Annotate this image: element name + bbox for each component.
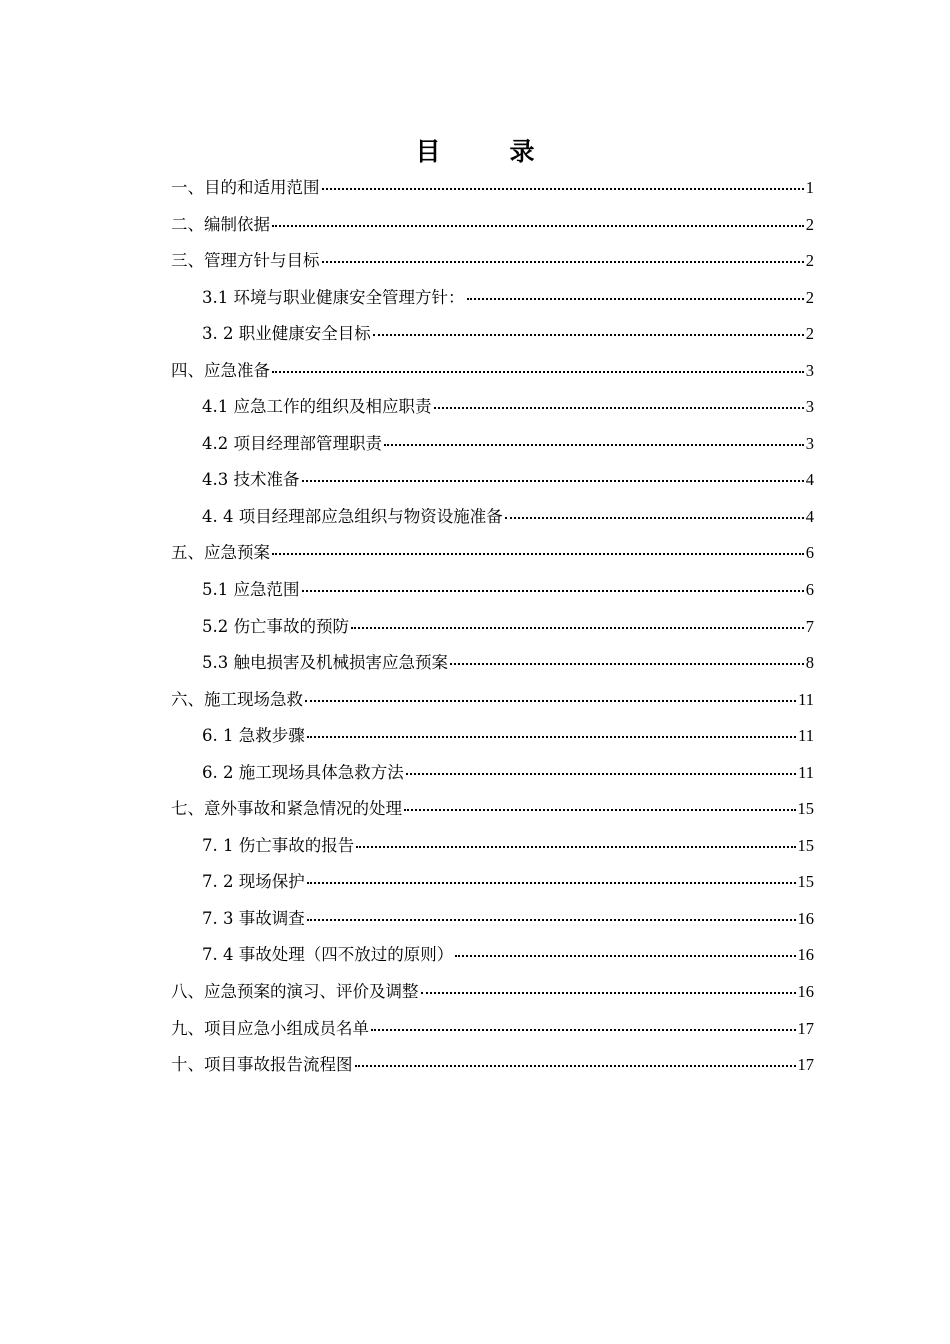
toc-page-number: 17 <box>797 1018 814 1038</box>
toc-page-number: 2 <box>805 251 814 271</box>
toc-entry[interactable] <box>171 791 814 828</box>
toc-entry-text: 十、项目事故报告流程图 <box>171 1055 353 1075</box>
toc-dot-leader <box>355 1064 796 1067</box>
toc-entry-text: 六、施工现场急救 <box>171 689 303 709</box>
toc-entry[interactable] <box>171 353 814 390</box>
toc-entry[interactable] <box>171 1047 814 1084</box>
toc-dot-leader <box>434 406 804 409</box>
toc-entry[interactable] <box>171 828 814 865</box>
toc-entry[interactable] <box>171 864 814 901</box>
toc-entry[interactable] <box>171 535 814 572</box>
toc-page-number: 16 <box>797 982 814 1002</box>
toc-entry-text: 4.2 项目经理部管理职责 <box>202 433 382 453</box>
toc-page-number: 4 <box>805 470 814 490</box>
toc-entry-text: 4.3 技术准备 <box>202 470 300 490</box>
toc-entry[interactable] <box>171 609 814 646</box>
toc-entry-text: 6. 1 急救步骤 <box>202 726 305 746</box>
toc-entry[interactable] <box>171 243 814 280</box>
toc-entry-text: 五、应急预案 <box>171 543 270 563</box>
toc-entry[interactable] <box>171 499 814 536</box>
toc-dot-leader <box>322 187 804 190</box>
toc-dot-leader <box>455 954 795 957</box>
toc-dot-leader <box>404 808 796 811</box>
toc-entry-text: 7. 4 事故处理（四不放过的原则） <box>202 945 454 965</box>
toc-entry-text: 6. 2 施工现场具体急救方法 <box>202 762 404 782</box>
toc-entry-text: 四、应急准备 <box>171 360 270 380</box>
toc-page-number: 4 <box>805 506 814 526</box>
toc-dot-leader <box>351 626 804 629</box>
toc-entry-text: 7. 1 伤亡事故的报告 <box>202 835 355 855</box>
toc-dot-leader <box>272 224 804 227</box>
toc-page-number: 11 <box>798 762 814 782</box>
toc-page-number: 15 <box>797 835 814 855</box>
toc-dot-leader <box>305 699 796 702</box>
toc-entry-text: 三、管理方针与目标 <box>171 251 320 271</box>
toc-page-number: 15 <box>797 872 814 892</box>
toc-page-number: 3 <box>805 360 814 380</box>
toc-entry[interactable] <box>171 682 814 719</box>
toc-entry[interactable] <box>171 645 814 682</box>
toc-page-number: 2 <box>805 287 814 307</box>
toc-entry-text: 九、项目应急小组成员名单 <box>171 1018 369 1038</box>
toc-page-number: 11 <box>798 726 814 746</box>
toc-page-number: 8 <box>805 653 814 673</box>
toc-dot-leader <box>302 479 804 482</box>
toc-entry[interactable] <box>171 316 814 353</box>
toc-page-number: 7 <box>805 616 814 636</box>
toc-page-number: 11 <box>798 689 814 709</box>
toc-entry[interactable] <box>171 974 814 1011</box>
toc-entry-text: 7. 3 事故调查 <box>202 908 305 928</box>
toc-page-number: 2 <box>805 324 814 344</box>
toc-entry[interactable] <box>171 755 814 792</box>
toc-entry-text: 5.2 伤亡事故的预防 <box>202 616 349 636</box>
toc-entry[interactable] <box>171 207 814 244</box>
toc-entry-text: 3.1 环境与职业健康安全管理方针： <box>202 287 465 307</box>
toc-entry[interactable] <box>171 572 814 609</box>
toc-dot-leader <box>384 443 804 446</box>
toc-entry-text: 4.1 应急工作的组织及相应职责 <box>202 397 432 417</box>
toc-dot-leader <box>467 297 804 300</box>
toc-dot-leader <box>356 845 795 848</box>
toc-dot-leader <box>307 735 796 738</box>
toc-page-number: 1 <box>805 178 814 197</box>
toc-page-number: 2 <box>805 214 814 234</box>
toc-dot-leader <box>450 662 804 665</box>
toc-entry[interactable] <box>171 426 814 463</box>
toc-dot-leader <box>322 260 804 263</box>
toc-entry-text: 七、意外事故和紧急情况的处理 <box>171 799 402 819</box>
toc-entry-text: 5.1 应急范围 <box>202 580 300 600</box>
toc-entry[interactable] <box>171 462 814 499</box>
toc-dot-leader <box>421 991 796 994</box>
toc-list <box>171 170 814 1084</box>
toc-entry-text: 一、目的和适用范围 <box>171 178 320 197</box>
toc-entry-text: 5.3 触电损害及机械损害应急预案 <box>202 653 448 673</box>
toc-entry[interactable] <box>171 901 814 938</box>
toc-entry-text: 7. 2 现场保护 <box>202 872 305 892</box>
toc-dot-leader <box>307 881 796 884</box>
toc-entry[interactable] <box>171 718 814 755</box>
toc-dot-leader <box>272 370 804 373</box>
toc-dot-leader <box>406 772 796 775</box>
toc-dot-leader <box>373 333 804 336</box>
toc-page-number: 16 <box>797 945 814 965</box>
toc-page-number: 15 <box>797 799 814 819</box>
toc-page-number: 6 <box>805 580 814 600</box>
toc-page-number: 17 <box>797 1055 814 1075</box>
toc-page-number: 3 <box>805 397 814 417</box>
toc-dot-leader <box>307 918 796 921</box>
toc-entry[interactable] <box>171 1011 814 1048</box>
toc-dot-leader <box>272 552 804 555</box>
toc-entry-text: 八、应急预案的演习、评价及调整 <box>171 982 419 1002</box>
toc-entry-text: 二、编制依据 <box>171 214 270 234</box>
toc-page-number: 3 <box>805 433 814 453</box>
toc-entry-text: 4. 4 项目经理部应急组织与物资设施准备 <box>202 506 503 526</box>
toc-page-number: 16 <box>797 908 814 928</box>
toc-title: 目 录 <box>415 137 557 166</box>
toc-entry[interactable] <box>171 389 814 426</box>
toc-entry[interactable] <box>171 170 814 207</box>
toc-dot-leader <box>302 589 804 592</box>
toc-page-number: 6 <box>805 543 814 563</box>
toc-entry[interactable] <box>171 937 814 974</box>
toc-dot-leader <box>505 516 804 519</box>
toc-entry-text: 3. 2 职业健康安全目标 <box>202 324 371 344</box>
toc-entry[interactable] <box>171 280 814 317</box>
toc-dot-leader <box>371 1028 796 1031</box>
